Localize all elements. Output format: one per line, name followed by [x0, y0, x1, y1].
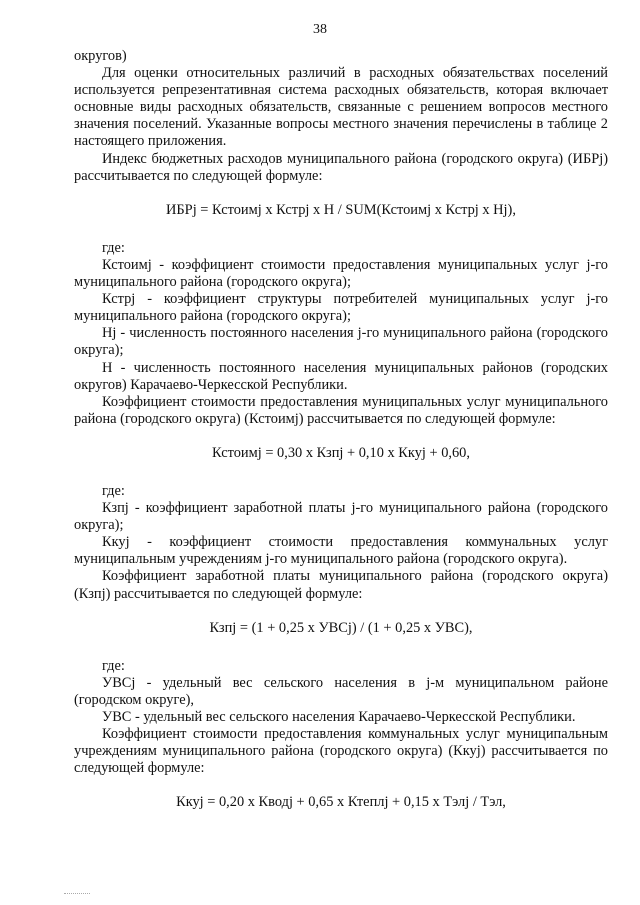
formula-ibr: ИБРj = Кстоимj х Кстрj х Н / SUM(Кстоимj х Кстрj х Нj),: [166, 201, 516, 218]
page-number: 38: [313, 22, 327, 37]
definition-kstr: Кстрj - коэффициент структуры потребителей муниципальных услуг j-го муниципального района (городского округа);: [74, 291, 608, 325]
where-label: где:: [102, 482, 125, 499]
definition-nj: Нj - численность постоянного населения j-го муниципального района (городского округа);: [74, 325, 608, 359]
paragraph-budget-index-intro: Индекс бюджетных расходов муниципального района (городского округа) (ИБРj) рассчитывается по следующей формуле:: [74, 150, 608, 184]
definition-kstoim: Кстоимj - коэффициент стоимости предоставления муниципальных услуг j-го муниципального района (городского округа);: [74, 256, 608, 291]
formula-kstoim: Кстоимj = 0,30 х Кзпj + 0,10 х Ккуj + 0,60,: [212, 444, 470, 461]
paragraph-salary-coefficient-intro: Коэффициент заработной платы муниципального района (городского округа) (Кзпj) рассчитывается по следующей формуле:: [74, 568, 608, 602]
paragraph-continuation: округов): [74, 48, 127, 64]
definition-uvsj: УВСj - удельный вес сельского населения в j-м муниципальном районе (городском округе),: [74, 674, 608, 708]
definition-n: Н - численность постоянного населения муниципальных районов (городских округов) Карачаево-Черкесской Республики.: [74, 359, 608, 393]
document-body: [74, 48, 608, 832]
paragraph-utility-coefficient-intro: Коэффициент стоимости предоставления коммунальных услуг муниципальным учреждениям муниципального района (городского округа) (Ккуj) рассчитывается по следующей формуле:: [74, 726, 608, 777]
paragraph-cost-coefficient-intro: Коэффициент стоимости предоставления муниципальных услуг муниципального района (городского округа) (Кстоимj) рассчитывается по следующей формуле:: [74, 393, 608, 427]
scan-artifact: [64, 893, 90, 896]
where-label: где:: [102, 657, 125, 674]
definition-kzp: Кзпj - коэффициент заработной платы j-го муниципального района (городского округа);: [74, 500, 608, 534]
formula-kku: Ккуj = 0,20 х Кводj + 0,65 х Ктеплj + 0,15 х Тэлj / Тэл,: [176, 794, 506, 811]
definition-kku: Ккуj - коэффициент стоимости предоставления коммунальных услуг муниципальным учреждениям j-го муниципального района (городского округа).: [74, 534, 608, 568]
formula-kzp: Кзпj = (1 + 0,25 х УВСj) / (1 + 0,25 х УВС),: [209, 619, 473, 636]
definition-uvs: УВС - удельный вес сельского населения Карачаево-Черкесской Республики.: [102, 709, 576, 725]
where-label: где:: [102, 239, 125, 256]
paragraph-relative-differences: Для оценки относительных различий в расходных обязательствах поселений используется репрезентативная система расходных обязательств, которая включает основные виды расходных обязательств, связанные с решением вопросов местного значения поселений. Указанные вопросы местного значения перечислены в таблице 2 настоящего приложения.: [74, 65, 608, 150]
